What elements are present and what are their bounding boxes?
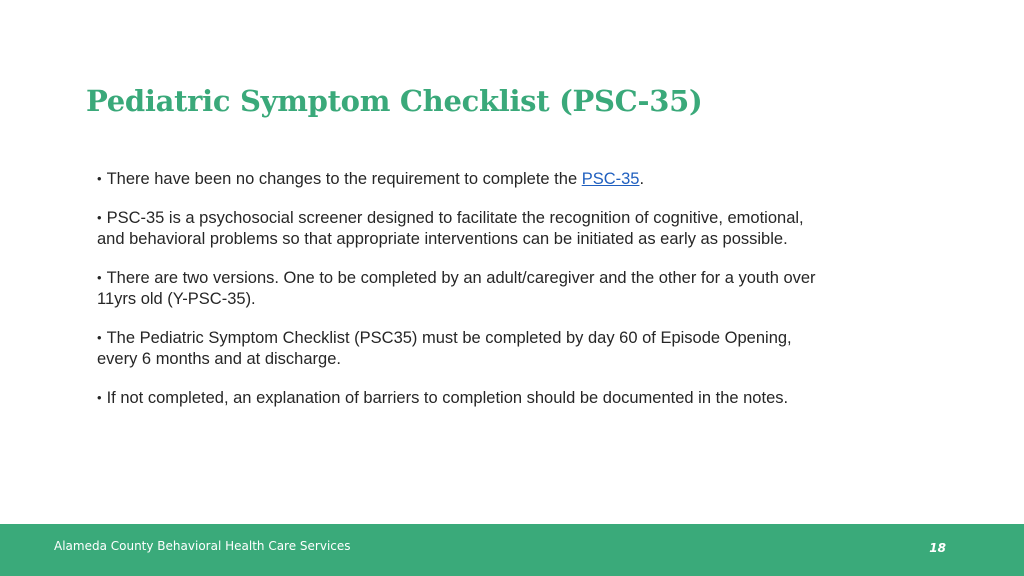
- psc-35-link[interactable]: PSC-35: [581, 170, 640, 188]
- bullet-item: [97, 267, 817, 310]
- bullet-item: [97, 207, 817, 250]
- bullet-marker: •: [97, 270, 102, 285]
- bullet-text-suffix: .: [639, 170, 645, 188]
- bullet-text: There are two versions. One to be completed by an adult/caregiver and the other for a youth over 11yrs old (Y-PSC-35).: [97, 269, 816, 308]
- bullet-list: [97, 168, 817, 426]
- bullet-marker: •: [97, 330, 102, 345]
- footer-organization: Alameda County Behavioral Health Care Services: [54, 539, 351, 553]
- slide-title: Pediatric Symptom Checklist (PSC-35): [86, 84, 703, 118]
- bullet-text: There have been no changes to the requirement to complete the: [106, 170, 582, 188]
- bullet-text: If not completed, an explanation of barriers to completion should be documented in the notes.: [106, 389, 789, 407]
- bullet-marker: •: [97, 171, 102, 186]
- bullet-text: The Pediatric Symptom Checklist (PSC35) must be completed by day 60 of Episode Opening, every 6 months and at discharge.: [97, 329, 792, 368]
- bullet-text: PSC-35 is a psychosocial screener designed to facilitate the recognition of cognitive, emotional, and behavioral problems so that appropriate interventions can be initiated as early as possible.: [97, 209, 804, 248]
- page-number: 18: [929, 541, 946, 555]
- bullet-item: [97, 168, 817, 190]
- footer-bar: [0, 524, 1024, 576]
- bullet-marker: •: [97, 390, 102, 405]
- bullet-marker: •: [97, 210, 102, 225]
- bullet-item: [97, 387, 817, 409]
- bullet-item: [97, 327, 817, 370]
